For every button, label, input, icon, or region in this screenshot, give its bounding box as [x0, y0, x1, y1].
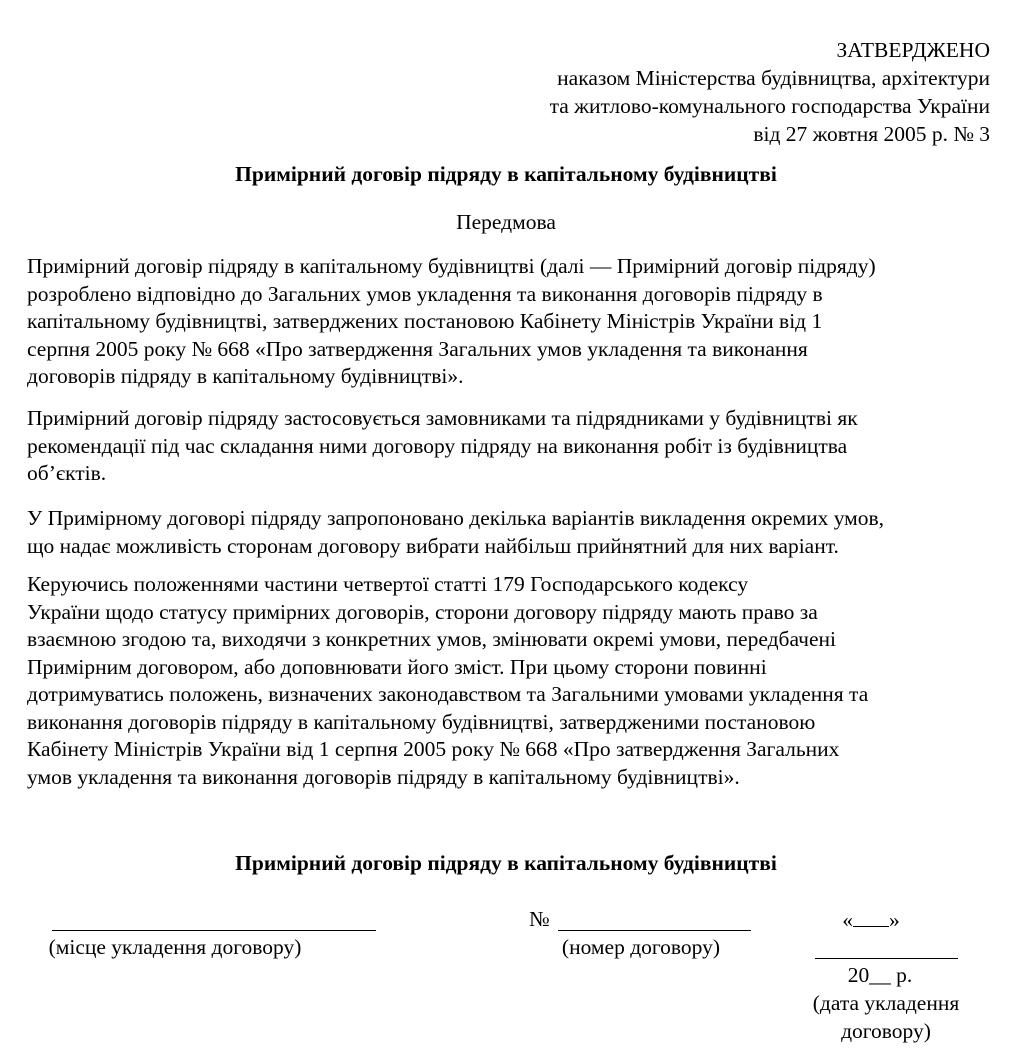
month-blank-line [815, 958, 958, 959]
approval-line-ministry-2: та житлово-комунального господарства України [549, 94, 990, 118]
paragraph-line: що надає можливість сторонам договору вибрати найбільш прийнятний для них варіант. [27, 533, 839, 558]
paragraph-line: Кабінету Міністрів України від 1 серпня 2005 року № 668 «Про затвердження Загальних [27, 737, 840, 761]
approval-line-ministry: наказом Міністерства будівництва, архітектури [557, 66, 990, 90]
date-caption-line: договору) [841, 1019, 931, 1043]
day-open-quote: « [842, 908, 853, 932]
approval-stamp [550, 36, 990, 148]
paragraph-line: України щодо статусу примірних договорів, сторони договору підряду мають право за [27, 599, 818, 624]
date-caption-line: (дата укладення [812, 991, 960, 1015]
paragraph-line: виконання договорів підряду в капітальному будівництві, затвердженими постановою [27, 709, 816, 734]
place-caption: (місце укладення договору) [48, 935, 302, 959]
paragraph-line: умов укладення та виконання договорів підряду в капітальному будівництві». [27, 764, 740, 789]
year-field [835, 962, 925, 990]
approval-line-order: від 27 жовтня 2005 р. № 3 [753, 122, 990, 146]
year-suffix: р. [890, 963, 913, 987]
paragraph-line: об’єктів. [27, 461, 107, 485]
paragraph-line: Примірний договір підряду в капітальному будівництві (далі — Примірний договір підряду) [27, 254, 876, 278]
day-field [826, 906, 916, 935]
paragraph-line: Примірним договором, або доповнювати його зміст. При цьому сторони повинні [27, 654, 767, 679]
paragraph-line: рекомендації під час складання ними договору підряду на виконання робіт із будівництва [27, 433, 848, 458]
approval-heading: ЗАТВЕРДЖЕНО [836, 38, 990, 62]
paragraph-line: серпня 2005 року № 668 «Про затвердження Загальних умов укладення та виконання [27, 336, 808, 361]
paragraph-line: Керуючись положеннями частини четвертої статті 179 Господарського кодексу [27, 572, 749, 596]
paragraph-line: капітальному будівництві, затверджених постановою Кабінету Міністрів України від 1 [27, 309, 823, 333]
paragraph-line: дотримуватись положень, визначених законодавством та Загальними умовами укладення та [27, 682, 869, 706]
number-caption: (номер договору) [561, 935, 721, 959]
paragraph-line: Примірний договір підряду застосовується замовниками та підрядниками у будівництві як [27, 406, 858, 430]
place-blank-line [52, 930, 376, 931]
year-prefix: 20 [847, 963, 870, 987]
paragraph-line: договорів підряду в капітальному будівництві». [27, 364, 464, 388]
paragraph [27, 571, 992, 791]
preface-heading: Передмова [456, 210, 556, 234]
paragraph-line: У Примірному договорі підряду запропоновано декілька варіантів викладення окремих умов, [27, 506, 885, 530]
document-title: Примірний договір підряду в капітальному будівництві [235, 162, 777, 186]
date-caption [796, 989, 976, 1045]
number-sign: № [529, 907, 550, 931]
number-blank-line [558, 930, 751, 931]
year-blank: __ [869, 963, 891, 987]
day-close-quote: » [889, 908, 900, 932]
contract-title: Примірний договір підряду в капітальному будівництві [235, 851, 777, 875]
paragraph-line: взаємною згодою та, виходячи з конкретних умов, змінювати окремі умови, передбачені [27, 627, 837, 651]
paragraph [27, 405, 992, 488]
paragraph-line: розроблено відповідно до Загальних умов укладення та виконання договорів підряду в [27, 281, 823, 306]
day-blank [853, 906, 889, 927]
paragraph [27, 505, 992, 560]
paragraph [27, 253, 992, 391]
